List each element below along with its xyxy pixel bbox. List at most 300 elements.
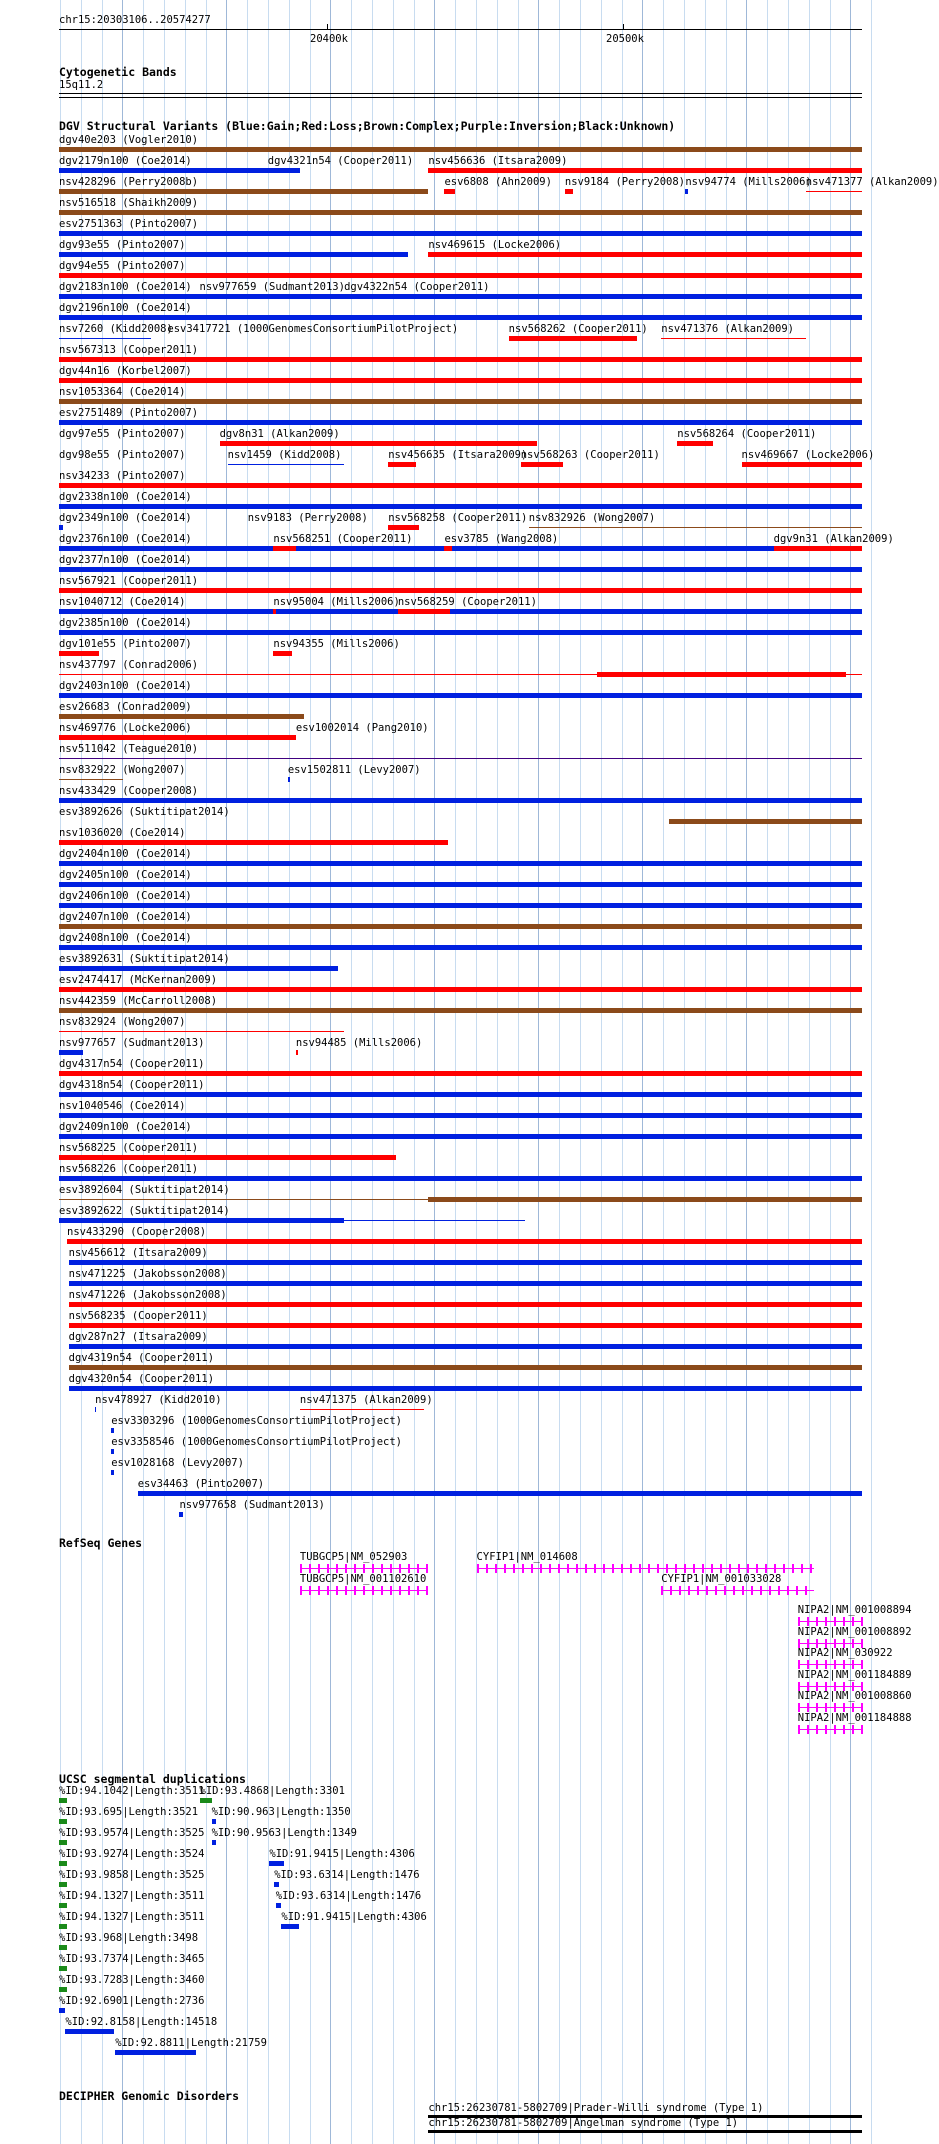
dgv-variant-bar[interactable] <box>59 693 862 698</box>
dgv-variant-bar[interactable] <box>59 483 862 488</box>
dgv-variant-label: nsv428296 (Perry2008b) <box>59 176 199 188</box>
dgv-variant-bar[interactable] <box>677 441 713 446</box>
dgv-variant-label: esv2751363 (Pinto2007) <box>59 218 199 230</box>
gene-exon[interactable] <box>796 1586 798 1595</box>
gene-exon[interactable] <box>477 1564 479 1573</box>
gene-exon[interactable] <box>594 1564 596 1573</box>
dgv-variant-bar[interactable] <box>200 294 244 299</box>
gene-exon[interactable] <box>843 1725 845 1734</box>
dgv-variant-bar[interactable] <box>59 758 862 759</box>
dgv-variant-bar[interactable] <box>59 315 862 320</box>
gene-exon[interactable] <box>486 1564 488 1573</box>
dgv-variant-bar[interactable] <box>69 1260 862 1265</box>
dgv-variant-label: dgv40e203 (Vogler2010) <box>59 134 199 146</box>
dgv-variant-bar[interactable] <box>59 882 862 887</box>
gene-exon[interactable] <box>792 1564 794 1573</box>
segdup-bar[interactable] <box>212 1819 217 1824</box>
dgv-variant-label: nsv1040546 (Coe2014) <box>59 1100 186 1112</box>
dgv-variant-label: nsv433429 (Cooper2008) <box>59 785 199 797</box>
dgv-variant-label: nsv471375 (Alkan2009) <box>299 1394 433 1406</box>
gene-exon[interactable] <box>426 1586 428 1595</box>
dgv-variant-label: nsv471376 (Alkan2009) <box>661 323 795 335</box>
dgv-variant-label: nsv469667 (Locke2006) <box>741 449 875 461</box>
dgv-variant-bar[interactable] <box>59 1155 396 1160</box>
dgv-variant-bar[interactable] <box>59 1092 862 1097</box>
dgv-variant-label: dgv2385n100 (Coe2014) <box>59 617 192 629</box>
dgv-variant-label: nsv9183 (Perry2008) <box>247 512 368 524</box>
dgv-variant-label: dgv2179n100 (Coe2014) <box>59 155 192 167</box>
dgv-variant-bar[interactable] <box>69 1344 862 1349</box>
gene-exon[interactable] <box>390 1586 392 1595</box>
gene-exon[interactable] <box>679 1586 681 1595</box>
segdup-bar[interactable] <box>274 1882 279 1887</box>
dgv-variant-bar[interactable] <box>669 819 862 824</box>
dgv-variant-label: esv3892626 (Suktitipat2014) <box>59 806 230 818</box>
gene-exon[interactable] <box>751 1586 753 1595</box>
dgv-variant-label: nsv478927 (Kidd2010) <box>95 1394 222 1406</box>
dgv-variant-label: dgv2404n100 (Coe2014) <box>59 848 192 860</box>
dgv-variant-bar[interactable] <box>69 1386 862 1391</box>
dgv-variant-label: nsv832922 (Wong2007) <box>59 764 186 776</box>
segdup-bar[interactable] <box>59 1840 67 1845</box>
cytoband-track-title: Cytogenetic Bands <box>59 65 177 79</box>
dgv-variant-bar[interactable] <box>273 651 291 656</box>
segdup-bar[interactable] <box>212 1840 217 1845</box>
dgv-variant-bar[interactable] <box>59 378 862 383</box>
ruler-tick <box>327 24 328 30</box>
segdup-label: %ID:93.6314|Length:1476 <box>274 1869 420 1881</box>
dgv-variant-bar[interactable] <box>509 336 637 341</box>
gene-exon[interactable] <box>783 1564 785 1573</box>
segdup-bar[interactable] <box>59 1924 67 1929</box>
refseq-gene-label: TUBGCP5|NM_052903 <box>299 1551 408 1563</box>
dgv-variant-label: nsv568226 (Cooper2011) <box>59 1163 199 1175</box>
dgv-variant-label: dgv9n31 (Alkan2009) <box>773 533 894 545</box>
dgv-variant-bar[interactable] <box>59 1199 428 1200</box>
dgv-variant-label: dgv2338n100 (Coe2014) <box>59 491 192 503</box>
dgv-variant-bar[interactable] <box>69 1302 862 1307</box>
dgv-variant-bar[interactable] <box>774 546 862 551</box>
dgv-variant-label: esv3892622 (Suktitipat2014) <box>59 1205 230 1217</box>
dgv-variant-label: esv1002014 (Pang2010) <box>295 722 429 734</box>
dgv-variant-bar[interactable] <box>111 1428 113 1433</box>
dgv-variant-label: nsv456635 (Itsara2009) <box>388 449 528 461</box>
dgv-variant-label: nsv1053364 (Coe2014) <box>59 386 186 398</box>
gene-exon[interactable] <box>742 1586 744 1595</box>
segdup-bar[interactable] <box>65 2029 113 2034</box>
dgv-variant-label: nsv568251 (Cooper2011) <box>273 533 413 545</box>
dgv-variant-label: nsv442359 (McCarroll2008) <box>59 995 218 1007</box>
dgv-variant-bar[interactable] <box>138 1491 862 1496</box>
dgv-variant-bar[interactable] <box>388 462 416 467</box>
dgv-variant-label: nsv433290 (Cooper2008) <box>67 1226 207 1238</box>
dgv-variant-label: dgv2403n100 (Coe2014) <box>59 680 192 692</box>
dgv-variant-bar[interactable] <box>428 168 862 173</box>
gene-exon[interactable] <box>576 1564 578 1573</box>
dgv-variant-label: esv3785 (Wang2008) <box>444 533 559 545</box>
gene-exon[interactable] <box>549 1564 551 1573</box>
segdup-bar[interactable] <box>59 1903 67 1908</box>
dgv-variant-bar[interactable] <box>59 273 862 278</box>
dgv-variant-label: dgv287n27 (Itsara2009) <box>68 1331 208 1343</box>
dgv-variant-bar[interactable] <box>59 546 862 551</box>
dgv-variant-bar[interactable] <box>228 464 344 465</box>
dgv-variant-bar[interactable] <box>388 525 419 530</box>
dgv-variant-label: nsv568258 (Cooper2011) <box>388 512 528 524</box>
gene-exon[interactable] <box>715 1586 717 1595</box>
gene-exon[interactable] <box>798 1725 800 1734</box>
segdup-label: %ID:93.9858|Length:3525 <box>59 1869 205 1881</box>
dgv-variant-label: nsv1040712 (Coe2014) <box>59 596 186 608</box>
gene-exon[interactable] <box>540 1564 542 1573</box>
refseq-gene-label: CYFIP1|NM_014608 <box>476 1551 578 1563</box>
gene-exon[interactable] <box>327 1586 329 1595</box>
dgv-variant-label: nsv437797 (Conrad2006) <box>59 659 199 671</box>
dgv-variant-label: dgv44n16 (Korbel2007) <box>59 365 192 377</box>
dgv-variant-label: dgv2377n100 (Coe2014) <box>59 554 192 566</box>
dgv-variant-label: dgv98e55 (Pinto2007) <box>59 449 186 461</box>
gene-exon[interactable] <box>801 1564 803 1573</box>
dgv-variant-bar[interactable] <box>67 1239 862 1244</box>
ruler-label: 20400k <box>310 33 348 45</box>
gene-exon[interactable] <box>504 1564 506 1573</box>
dgv-variant-label: dgv2196n100 (Coe2014) <box>59 302 192 314</box>
dgv-variant-bar[interactable] <box>59 798 862 803</box>
dgv-variant-bar[interactable] <box>59 674 862 675</box>
segdup-label: %ID:92.8811|Length:21759 <box>115 2037 267 2049</box>
dgv-variant-label: nsv832926 (Wong2007) <box>528 512 656 524</box>
dgv-variant-bar[interactable] <box>444 189 454 194</box>
dgv-variant-label: dgv101e55 (Pinto2007) <box>59 638 192 650</box>
dgv-variant-label: esv2751489 (Pinto2007) <box>59 407 199 419</box>
gene-exon[interactable] <box>661 1586 663 1595</box>
dgv-variant-bar[interactable] <box>521 462 564 467</box>
ruler-tick <box>623 24 624 30</box>
gene-exon[interactable] <box>363 1586 365 1595</box>
segdup-label: %ID:94.1327|Length:3511 <box>59 1890 205 1902</box>
dgv-variant-bar[interactable] <box>59 420 862 425</box>
dgv-variant-bar[interactable] <box>69 1365 862 1370</box>
gene-exon[interactable] <box>706 1586 708 1595</box>
dgv-variant-label: nsv568262 (Cooper2011) <box>508 323 648 335</box>
dgv-variant-label: dgv4319n54 (Cooper2011) <box>68 1352 215 1364</box>
dgv-variant-label: dgv4317n54 (Cooper2011) <box>59 1058 205 1070</box>
dgv-variant-label: esv34463 (Pinto2007) <box>137 1478 265 1490</box>
refseq-gene-label: NIPA2|NM_001184889 <box>797 1668 912 1681</box>
dgv-variant-bar[interactable] <box>428 252 862 257</box>
dgv-variant-label: nsv567921 (Cooper2011) <box>59 575 199 587</box>
dgv-variant-bar[interactable] <box>59 567 862 572</box>
dgv-variant-bar[interactable] <box>59 987 862 992</box>
gene-exon[interactable] <box>603 1564 605 1573</box>
dgv-variant-bar[interactable] <box>59 189 428 194</box>
decipher-disorder-label: chr15:26230781-5802709|Prader-Willi syndrome (Type 1) <box>428 2102 764 2114</box>
dgv-variant-bar[interactable] <box>806 191 862 192</box>
dgv-variant-bar[interactable] <box>59 1218 344 1223</box>
dgv-variant-label: esv2474417 (McKernan2009) <box>59 974 218 986</box>
dgv-variant-bar[interactable] <box>59 1134 862 1139</box>
dgv-variant-label: esv3358546 (1000GenomesConsortiumPilotProject) <box>111 1436 402 1448</box>
dgv-variant-label: nsv469776 (Locke2006) <box>59 722 192 734</box>
dgv-variant-label: dgv2405n100 (Coe2014) <box>59 869 192 881</box>
dgv-variant-bar[interactable] <box>59 147 862 152</box>
dgv-variant-bar[interactable] <box>59 168 268 173</box>
dgv-variant-label: dgv97e55 (Pinto2007) <box>59 428 186 440</box>
dgv-variant-bar[interactable] <box>344 1220 525 1221</box>
dgv-variant-label: nsv568264 (Cooper2011) <box>677 428 817 440</box>
dgv-variant-bar[interactable] <box>59 840 448 845</box>
dgv-variant-bar[interactable] <box>444 546 452 551</box>
dgv-variant-bar[interactable] <box>59 861 862 866</box>
dgv-variant-label: nsv471377 (Alkan2009) <box>805 176 939 188</box>
dgv-variant-label: nsv94774 (Mills2006) <box>685 176 812 188</box>
segdup-bar[interactable] <box>59 1798 67 1803</box>
dgv-variant-label: nsv456612 (Itsara2009) <box>68 1247 208 1259</box>
gene-exon[interactable] <box>834 1725 836 1734</box>
gene-exon[interactable] <box>733 1586 735 1595</box>
dgv-variant-bar[interactable] <box>179 1512 183 1517</box>
gene-exon[interactable] <box>810 1564 812 1573</box>
dgv-variant-label: nsv471226 (Jakobsson2008) <box>68 1289 227 1301</box>
segdup-bar[interactable] <box>59 1987 67 1992</box>
segdup-bar[interactable] <box>59 1861 67 1866</box>
dgv-variant-label: dgv4321n54 (Cooper2011) <box>267 155 414 167</box>
gene-exon[interactable] <box>585 1564 587 1573</box>
dgv-variant-label: dgv4318n54 (Cooper2011) <box>59 1079 205 1091</box>
gene-exon[interactable] <box>670 1586 672 1595</box>
dgv-variant-bar[interactable] <box>565 189 573 194</box>
segdup-label: %ID:93.4868|Length:3301 <box>199 1785 345 1797</box>
gene-intron-line <box>477 1568 814 1569</box>
dgv-variant-bar[interactable] <box>59 399 862 404</box>
dgv-variant-label: nsv511042 (Teague2010) <box>59 743 199 755</box>
dgv-variant-label: dgv2406n100 (Coe2014) <box>59 890 192 902</box>
dgv-variant-bar[interactable] <box>59 252 408 257</box>
dgv-variant-bar[interactable] <box>273 546 295 551</box>
segdup-bar[interactable] <box>276 1903 281 1908</box>
segdup-track-title: UCSC segmental duplications <box>59 1772 246 1786</box>
dgv-variant-bar[interactable] <box>59 210 862 215</box>
dgv-variant-bar[interactable] <box>59 966 338 971</box>
gene-exon[interactable] <box>807 1725 809 1734</box>
dgv-variant-bar[interactable] <box>59 338 151 339</box>
dgv-variant-label: dgv94e55 (Pinto2007) <box>59 260 186 272</box>
dgv-variant-label: esv3417721 (1000GenomesConsortiumPilotProject) <box>167 323 459 335</box>
gene-exon[interactable] <box>648 1564 650 1573</box>
ruler-label: 20500k <box>606 33 644 45</box>
segdup-label: %ID:94.1327|Length:3511 <box>59 1911 205 1923</box>
dgv-variant-label: esv1028168 (Levy2007) <box>111 1457 244 1469</box>
gene-intron-line <box>661 1590 814 1591</box>
dgv-variant-bar[interactable] <box>529 527 862 528</box>
refseq-gene-label: TUBGCP5|NM_001102610 <box>299 1572 427 1585</box>
gene-exon[interactable] <box>309 1586 311 1595</box>
dgv-variant-label: nsv471225 (Jakobsson2008) <box>68 1268 227 1280</box>
dgv-variant-bar[interactable] <box>59 294 862 299</box>
dgv-variant-label: nsv9184 (Perry2008) <box>564 176 685 188</box>
dgv-variant-bar[interactable] <box>59 651 99 656</box>
dgv-variant-bar[interactable] <box>59 903 862 908</box>
dgv-variant-bar[interactable] <box>59 1031 344 1032</box>
dgv-variant-bar[interactable] <box>59 609 862 614</box>
dgv-variant-bar[interactable] <box>59 1071 862 1076</box>
dgv-variant-bar[interactable] <box>59 630 862 635</box>
dgv-track-title: DGV Structural Variants (Blue:Gain;Red:Loss;Brown:Complex;Purple:Inversion;Black:Unknown) <box>59 119 676 133</box>
coordinate-readout: chr15:20303106..20574277 <box>59 14 211 26</box>
dgv-variant-label: nsv567313 (Cooper2011) <box>59 344 199 356</box>
segdup-label: %ID:93.7374|Length:3465 <box>59 1953 205 1965</box>
dgv-variant-bar[interactable] <box>111 1449 113 1454</box>
decipher-track-title: DECIPHER Genomic Disorders <box>59 2089 240 2103</box>
refseq-gene-label: NIPA2|NM_001008860 <box>797 1690 912 1702</box>
gene-exon[interactable] <box>621 1564 623 1573</box>
dgv-variant-bar[interactable] <box>288 777 290 782</box>
gene-exon[interactable] <box>612 1564 614 1573</box>
dgv-variant-bar[interactable] <box>59 924 862 929</box>
dgv-variant-bar[interactable] <box>59 735 296 740</box>
gene-exon[interactable] <box>816 1725 818 1734</box>
segdup-bar[interactable] <box>269 1861 283 1866</box>
gene-exon[interactable] <box>417 1586 419 1595</box>
gene-exon[interactable] <box>399 1586 401 1595</box>
cytoband-label: 15q11.2 <box>59 79 104 91</box>
segdup-bar[interactable] <box>281 1924 299 1929</box>
dgv-variant-bar[interactable] <box>59 779 123 780</box>
dgv-variant-bar[interactable] <box>268 168 300 173</box>
dgv-variant-label: dgv4320n54 (Cooper2011) <box>68 1373 215 1385</box>
dgv-variant-bar[interactable] <box>300 1409 424 1410</box>
ruler-line <box>59 29 862 30</box>
gene-exon[interactable] <box>318 1586 320 1595</box>
dgv-variant-bar[interactable] <box>69 1323 862 1328</box>
dgv-variant-bar[interactable] <box>59 945 862 950</box>
dgv-variant-label: nsv977659 (Sudmant2013) <box>199 281 345 293</box>
segdup-bar[interactable] <box>200 1798 212 1803</box>
gene-exon[interactable] <box>567 1564 569 1573</box>
dgv-variant-bar[interactable] <box>685 189 687 194</box>
dgv-variant-bar[interactable] <box>273 609 275 614</box>
gene-exon[interactable] <box>336 1586 338 1595</box>
segdup-label: %ID:90.9563|Length:1349 <box>211 1827 357 1839</box>
dgv-variant-label: esv3892604 (Suktitipat2014) <box>59 1184 230 1196</box>
decipher-disorder-bar[interactable] <box>428 2130 862 2133</box>
dgv-variant-bar[interactable] <box>59 1050 83 1055</box>
gene-exon[interactable] <box>354 1586 356 1595</box>
dgv-variant-label: nsv7260 (Kidd2008) <box>59 323 173 335</box>
dgv-variant-bar[interactable] <box>59 231 862 236</box>
dgv-variant-bar[interactable] <box>59 588 862 593</box>
gene-exon[interactable] <box>558 1564 560 1573</box>
gene-exon[interactable] <box>531 1564 533 1573</box>
gene-exon[interactable] <box>805 1586 807 1595</box>
gene-exon[interactable] <box>760 1586 762 1595</box>
gene-exon[interactable] <box>778 1586 780 1595</box>
refseq-gene-label: NIPA2|NM_001008894 <box>797 1604 912 1616</box>
gene-exon[interactable] <box>657 1564 659 1573</box>
dgv-variant-bar[interactable] <box>59 357 862 362</box>
gene-exon[interactable] <box>852 1725 854 1734</box>
segdup-label: %ID:93.695|Length:3521 <box>59 1806 199 1818</box>
segdup-bar[interactable] <box>59 1882 67 1887</box>
segdup-bar[interactable] <box>59 1966 67 1971</box>
dgv-variant-bar[interactable] <box>398 609 450 614</box>
dgv-variant-bar[interactable] <box>742 462 862 467</box>
dgv-variant-bar[interactable] <box>428 1197 862 1202</box>
dgv-variant-label: nsv456636 (Itsara2009) <box>428 155 568 167</box>
dgv-variant-bar[interactable] <box>59 525 63 530</box>
gene-exon[interactable] <box>630 1564 632 1573</box>
gene-exon[interactable] <box>787 1586 789 1595</box>
dgv-variant-label: esv6808 (Ahn2009) <box>444 176 552 188</box>
dgv-variant-bar[interactable] <box>69 1281 862 1286</box>
dgv-variant-bar[interactable] <box>59 714 304 719</box>
dgv-variant-label: dgv2407n100 (Coe2014) <box>59 911 192 923</box>
dgv-variant-bar[interactable] <box>95 1407 96 1412</box>
gene-exon[interactable] <box>513 1564 515 1573</box>
refseq-track-title: RefSeq Genes <box>59 1536 143 1550</box>
segdup-label: %ID:92.8158|Length:14518 <box>65 2016 218 2028</box>
dgv-variant-label: nsv1036020 (Coe2014) <box>59 827 186 839</box>
segdup-label: %ID:90.963|Length:1350 <box>211 1806 351 1818</box>
dgv-variant-label: dgv2349n100 (Coe2014) <box>59 512 192 524</box>
dgv-variant-label: nsv977658 (Sudmant2013) <box>179 1499 325 1511</box>
gene-exon[interactable] <box>688 1586 690 1595</box>
segdup-label: %ID:92.6901|Length:2736 <box>59 1995 205 2007</box>
dgv-variant-bar[interactable] <box>296 1050 298 1055</box>
gene-exon[interactable] <box>495 1564 497 1573</box>
dgv-variant-bar[interactable] <box>220 441 537 446</box>
dgv-variant-bar[interactable] <box>59 1113 862 1118</box>
gene-exon[interactable] <box>861 1725 863 1734</box>
cytoband-line <box>59 93 862 94</box>
gene-exon[interactable] <box>300 1586 302 1595</box>
dgv-variant-bar[interactable] <box>59 1176 862 1181</box>
gene-exon[interactable] <box>381 1586 383 1595</box>
segdup-bar[interactable] <box>59 1819 67 1824</box>
gene-exon[interactable] <box>639 1564 641 1573</box>
gene-exon[interactable] <box>345 1586 347 1595</box>
dgv-variant-bar[interactable] <box>111 1470 113 1475</box>
gene-exon[interactable] <box>825 1725 827 1734</box>
dgv-variant-label: nsv1459 (Kidd2008) <box>227 449 342 461</box>
refseq-gene-label: NIPA2|NM_001184888 <box>797 1711 912 1724</box>
dgv-variant-label: nsv516518 (Shaikh2009) <box>59 197 199 209</box>
dgv-variant-label: nsv94355 (Mills2006) <box>273 638 400 650</box>
dgv-variant-bar[interactable] <box>59 1008 862 1013</box>
segdup-bar[interactable] <box>115 2050 195 2055</box>
segdup-label: %ID:93.9274|Length:3524 <box>59 1848 205 1860</box>
dgv-variant-label: nsv568263 (Cooper2011) <box>520 449 660 461</box>
gene-exon[interactable] <box>408 1586 410 1595</box>
dgv-variant-label: nsv568259 (Cooper2011) <box>397 596 537 608</box>
decipher-disorder-label: chr15:26230781-5802709|Angelman syndrome (Type 1) <box>428 2117 739 2129</box>
dgv-variant-label: nsv568235 (Cooper2011) <box>68 1310 208 1322</box>
gene-exon[interactable] <box>372 1586 374 1595</box>
cytoband-line <box>59 97 862 98</box>
dgv-variant-bar[interactable] <box>661 338 806 339</box>
segdup-bar[interactable] <box>59 2008 65 2013</box>
segdup-bar[interactable] <box>59 1945 67 1950</box>
segdup-label: %ID:93.7283|Length:3460 <box>59 1974 205 1986</box>
dgv-variant-label: nsv34233 (Pinto2007) <box>59 470 186 482</box>
gene-exon[interactable] <box>522 1564 524 1573</box>
gene-exon[interactable] <box>697 1586 699 1595</box>
dgv-variant-label: dgv93e55 (Pinto2007) <box>59 239 186 251</box>
dgv-variant-bar[interactable] <box>59 504 862 509</box>
refseq-gene-label: CYFIP1|NM_001033028 <box>661 1572 782 1585</box>
gene-exon[interactable] <box>769 1586 771 1595</box>
gene-exon[interactable] <box>724 1586 726 1595</box>
